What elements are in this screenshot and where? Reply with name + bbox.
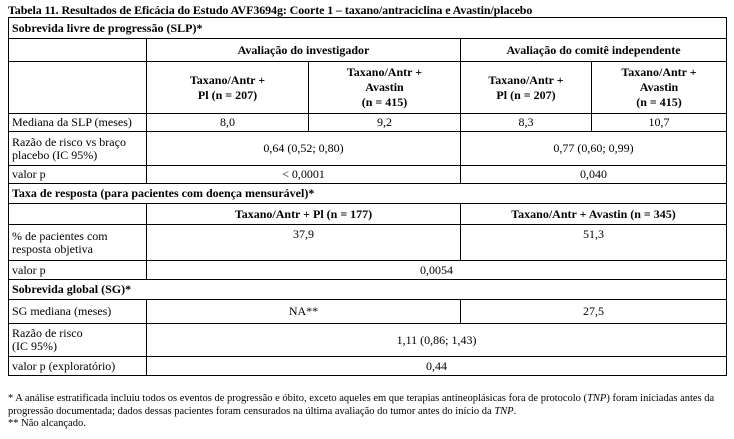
table-cell: 27,5 (461, 300, 727, 324)
arm-header-line: Taxano/Antr + (346, 65, 423, 79)
slp-p-row (9, 166, 727, 184)
row-label-line: resposta objetiva (12, 241, 93, 256)
empty-cell (9, 62, 147, 114)
table-caption: Tabela 11. Resultados de Eficácia do Estudo AVF3694g: Coorte 1 – taxano/antraciclina e Avastin/placebo (8, 3, 533, 17)
row-label (9, 132, 147, 166)
arm-header-line: Taxano/Antr + (621, 65, 697, 79)
table-cell: 10,7 (592, 114, 727, 132)
response-placebo-arm-header: Taxano/Antr + Pl (n = 177) (147, 204, 461, 225)
slp-arm-header-row (9, 62, 727, 114)
table-cell: 0,64 (0,52; 0,80) (147, 132, 461, 166)
sg-p-row (9, 357, 727, 376)
row-label-line: % de pacientes com (12, 228, 108, 243)
slp-median-row (9, 114, 727, 132)
row-label (9, 225, 147, 261)
empty-cell (9, 39, 147, 62)
slp-group-header-row (9, 39, 727, 62)
row-label-line: (IC 95%) (12, 339, 57, 353)
arm-header-line: Avastin (365, 80, 404, 94)
investigator-group-header: Avaliação do investigador (147, 39, 461, 62)
slp-section-title: Sobrevida livre de progressão (SLP)* (9, 18, 727, 39)
table-cell: 51,3 (461, 225, 727, 261)
row-label (9, 324, 147, 357)
sg-median-row (9, 300, 727, 324)
arm-header-line: Avastin (639, 80, 679, 94)
committee-group-header: Avaliação do comitê independente (461, 39, 727, 62)
slp-section-row (9, 18, 727, 39)
efficacy-table (8, 17, 727, 376)
table-cell: 0,77 (0,60; 0,99) (461, 132, 727, 166)
arm-header-line: (n = 415) (361, 95, 408, 109)
row-label: valor p (9, 166, 147, 184)
arm-header-line: Pl (n = 207) (496, 87, 556, 102)
arm-header-line: Taxano/Antr + (189, 72, 266, 87)
inv-avastin-arm-header (309, 62, 461, 114)
table-cell: 8,0 (147, 114, 309, 132)
com-avastin-arm-header (592, 62, 727, 114)
footnotes (8, 393, 726, 431)
sg-section-row (9, 280, 727, 300)
row-label-line: Razão de risco (12, 326, 83, 340)
empty-cell (9, 204, 147, 225)
sg-section-title: Sobrevida global (SG)* (9, 280, 727, 300)
footnote-abbrev: TNP (587, 393, 607, 404)
row-label: valor p (exploratório) (9, 357, 147, 376)
row-label: SG mediana (meses) (9, 300, 147, 324)
table-cell: 0,040 (461, 166, 727, 184)
footnote-text: * A análise estratificada incluiu todos os eventos de progressão e óbito, exceto aqueles em que terapias antineoplásicas fora de protocolo ( (8, 393, 588, 404)
footnote-text: ) foram iniciadas antes da progressão documentada; dados dessas pacientes foram censurados na última avaliação do tumor antes do início da (8, 393, 715, 417)
footnote-abbrev: TNP (494, 405, 514, 417)
table-cell: 37,9 (147, 225, 461, 261)
table-cell: 8,3 (461, 114, 592, 132)
table-cell: 1,11 (0,86; 1,43) (147, 324, 727, 357)
slp-hr-row (9, 132, 727, 166)
footnote-stratified-analysis (8, 393, 726, 418)
row-label: valor p (9, 261, 147, 280)
response-section-row (9, 184, 727, 204)
response-header-row (9, 204, 727, 225)
table-cell: 9,2 (309, 114, 461, 132)
row-label-line: Razão de risco vs braço (12, 134, 126, 149)
com-placebo-arm-header (461, 62, 592, 114)
table-cell: NA** (147, 300, 461, 324)
table-cell: 0,44 (147, 357, 727, 376)
response-section-title: Taxa de resposta (para pacientes com doença mensurável)* (9, 184, 727, 204)
arm-header-line: Taxano/Antr + (488, 72, 564, 87)
footnote-text: . (513, 405, 517, 417)
row-label: Mediana da SLP (meses) (9, 114, 147, 132)
table-cell: < 0,0001 (147, 166, 461, 184)
response-avastin-arm-header: Taxano/Antr + Avastin (n = 345) (461, 204, 727, 225)
table-cell: 0,0054 (147, 261, 727, 280)
response-p-row (9, 261, 727, 280)
response-pct-row (9, 225, 727, 261)
sg-hr-row (9, 324, 727, 357)
arm-header-line: Pl (n = 207) (197, 87, 258, 102)
row-label-line: placebo (IC 95%) (12, 147, 98, 162)
footnote-not-reached: ** Não alcançado. (8, 418, 86, 430)
inv-placebo-arm-header (147, 62, 309, 114)
arm-header-line: (n = 415) (636, 95, 682, 109)
